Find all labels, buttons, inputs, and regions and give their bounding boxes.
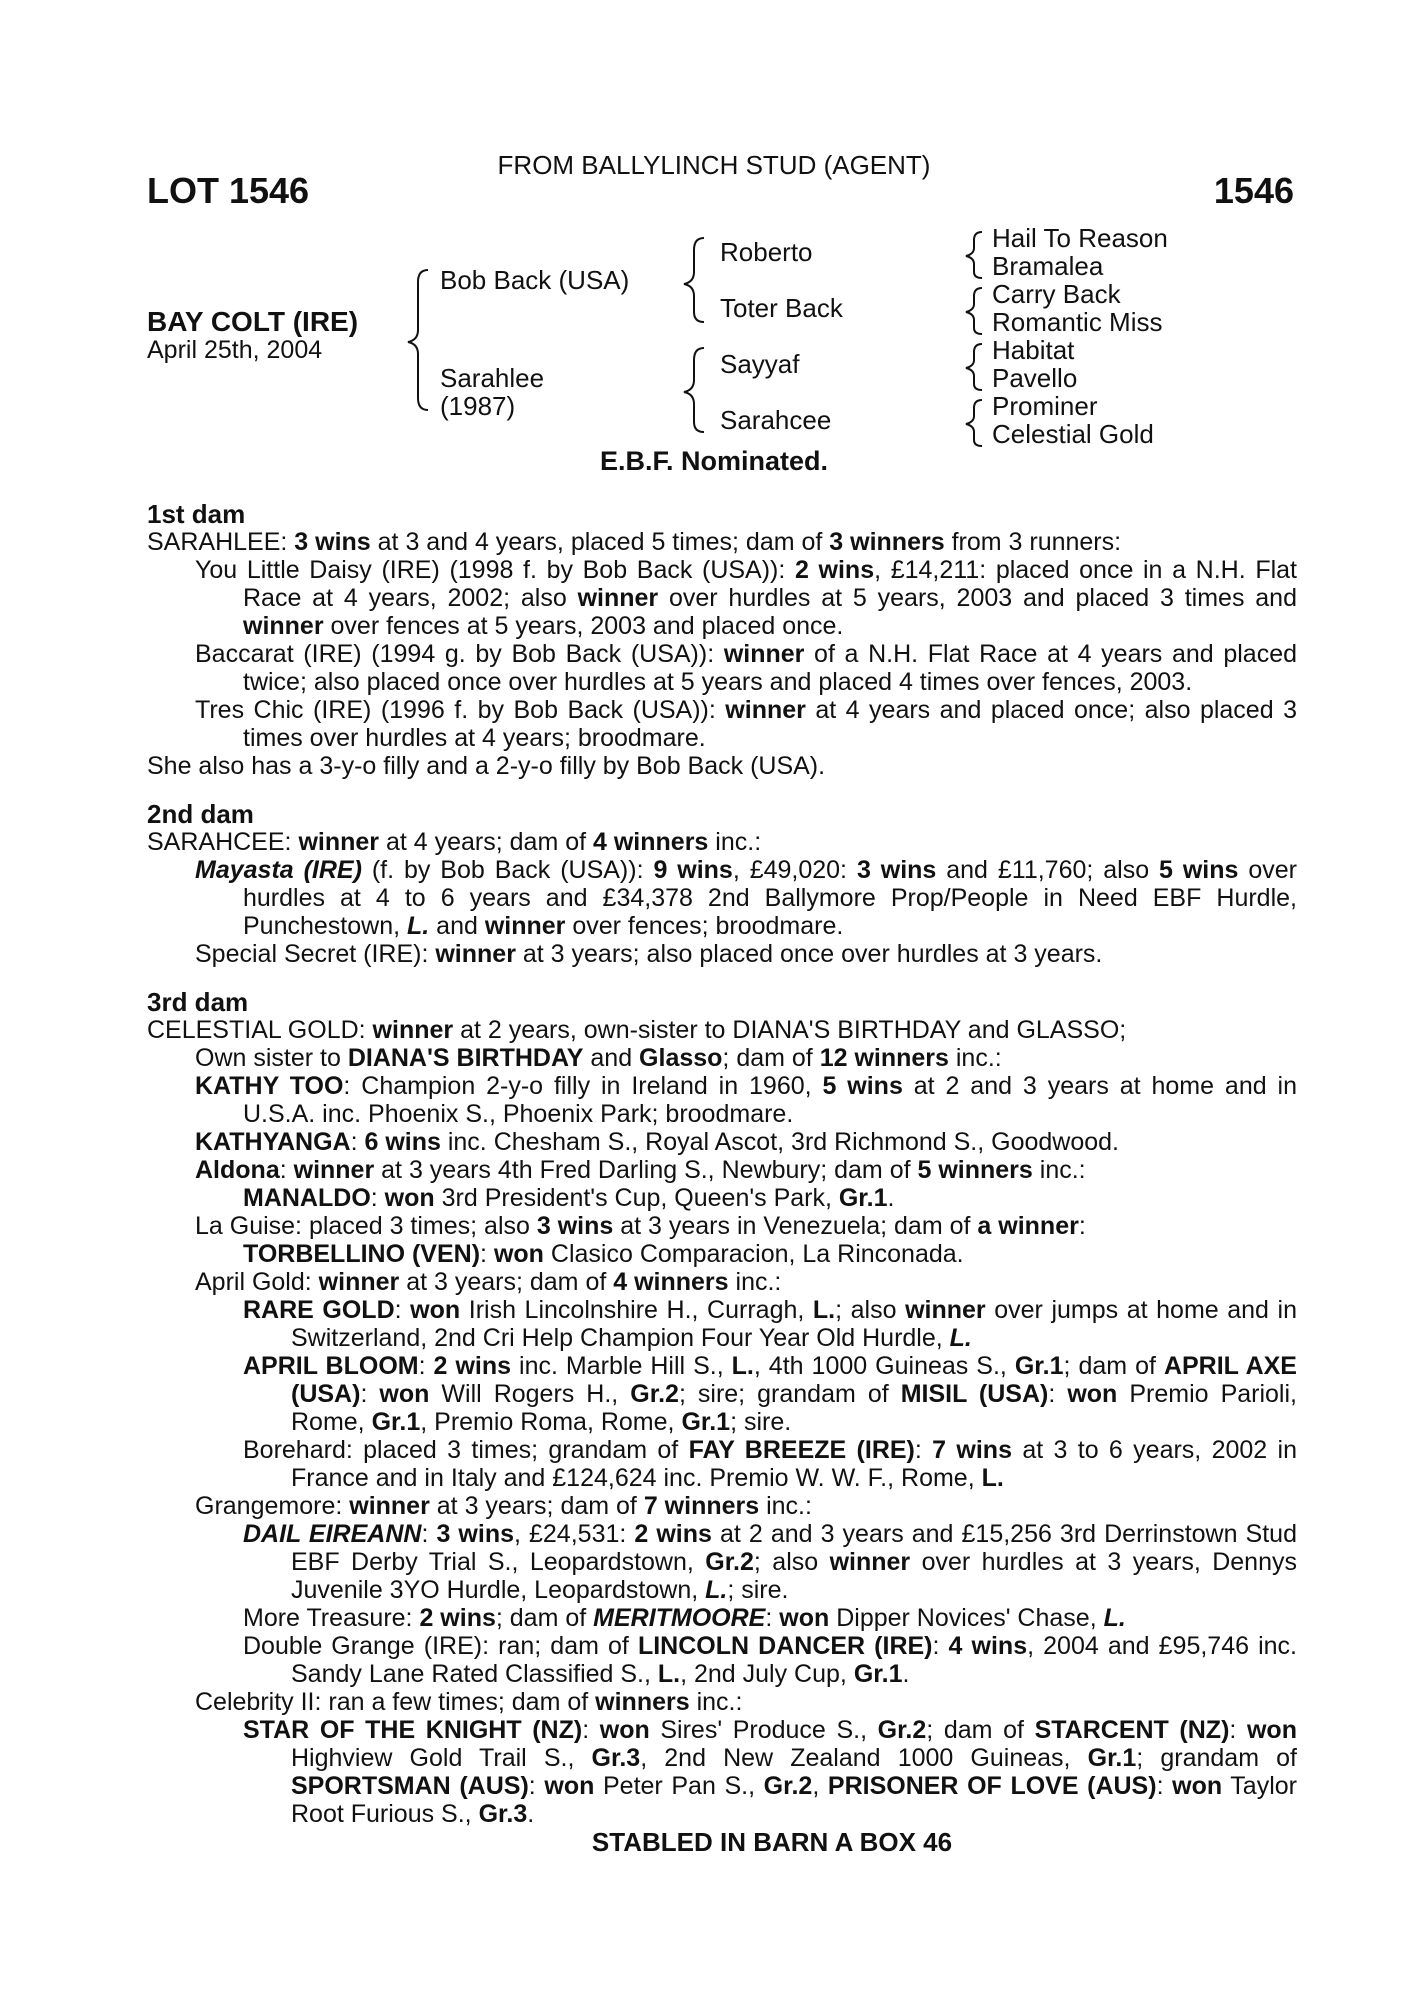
gen3-1: Hail To Reason xyxy=(992,223,1168,253)
produce-entry: Double Grange (IRE): ran; dam of LINCOLN DANCER (IRE): 4 wins, 2004 and £95,746 inc. Sandy Lane Rated Classified S., L., 2nd July Cup, Gr.1. xyxy=(243,1632,1297,1688)
lot-number-right: 1546 xyxy=(1213,170,1294,211)
third-dam-summary: CELESTIAL GOLD: winner at 2 years, own-sister to DIANA'S BIRTHDAY and GLASSO; xyxy=(147,1016,1127,1044)
gen3-6: Pavello xyxy=(992,363,1078,393)
produce-entry: APRIL BLOOM: 2 wins inc. Marble Hill S., L., 4th 1000 Guineas S., Gr.1; dam of APRIL AXE (USA): won Will Rogers H., Gr.2; sire; grandam of MISIL (USA): won Premio Parioli, Rome, Gr.1, Premio Roma, Rome, Gr.1; sire. xyxy=(243,1352,1297,1436)
produce-entry: More Treasure: 2 wins; dam of MERITMOORE: won Dipper Novices' Chase, L. xyxy=(243,1604,1126,1632)
produce-entry: Mayasta (IRE) (f. by Bob Back (USA)): 9 wins, £49,020: 3 wins and £11,760; also 5 wins over hurdles at 4 to 6 years and £34,378 2nd Ballymore Prop/People in Need EBF Hurdle, Punchestown, L. and winner over fences; broodmare. xyxy=(195,856,1297,940)
gen3-2: Bramalea xyxy=(992,251,1104,281)
gen3-4: Romantic Miss xyxy=(992,307,1163,337)
dam-sire: Sayyaf xyxy=(720,349,800,379)
produce-entry: KATHYANGA: 6 wins inc. Chesham S., Royal Ascot, 3rd Richmond S., Goodwood. xyxy=(195,1128,1120,1156)
produce-entry: Aldona: winner at 3 years 4th Fred Darling S., Newbury; dam of 5 winners inc.: xyxy=(195,1156,1086,1184)
produce-entry: DAIL EIREANN: 3 wins, £24,531: 2 wins at 2 and 3 years and £15,256 3rd Derrinstown Stud EBF Derby Trial S., Leopardstown, Gr.2; also winner over hurdles at 3 years, Dennys Juvenile 3YO Hurdle, Leopardstown, L.; sire. xyxy=(243,1520,1297,1604)
second-dam-summary: SARAHCEE: winner at 4 years; dam of 4 winners inc.: xyxy=(147,828,762,856)
lot-number-left: LOT 1546 xyxy=(147,170,310,211)
consignor: FROM BALLYLINCH STUD (AGENT) xyxy=(497,150,931,180)
produce-note: She also has a 3-y-o filly and a 2-y-o filly by Bob Back (USA). xyxy=(147,752,826,780)
sire-sire: Roberto xyxy=(720,237,813,267)
produce-entry: TORBELLINO (VEN): won Clasico Comparacion, La Rinconada. xyxy=(243,1240,964,1268)
gen3-3: Carry Back xyxy=(992,279,1121,309)
produce-entry: April Gold: winner at 3 years; dam of 4 winners inc.: xyxy=(195,1268,782,1296)
section-3rd-dam: 3rd dam xyxy=(147,987,249,1017)
gen3-5: Habitat xyxy=(992,335,1075,365)
dam: Sarahlee xyxy=(440,363,545,393)
produce-entry: Grangemore: winner at 3 years; dam of 7 winners inc.: xyxy=(195,1492,812,1520)
first-dam-summary: SARAHLEE: 3 wins at 3 and 4 years, placed 5 times; dam of 3 winners from 3 runners: xyxy=(147,528,1122,556)
section-1st-dam: 1st dam xyxy=(147,499,246,529)
produce-entry: KATHY TOO: Champion 2-y-o filly in Ireland in 1960, 5 wins at 2 and 3 years at home and in U.S.A. inc. Phoenix S., Phoenix Park; broodmare. xyxy=(195,1072,1297,1128)
dam-dam: Sarahcee xyxy=(720,405,832,435)
produce-entry: Tres Chic (IRE) (1996 f. by Bob Back (USA)): winner at 4 years and placed once; also placed 3 times over hurdles at 4 years; broodmare. xyxy=(195,696,1297,752)
produce-entry: Borehard: placed 3 times; grandam of FAY BREEZE (IRE): 7 wins at 3 to 6 years, 2002 in France and in Italy and £124,624 inc. Premio W. W. F., Rome, L. xyxy=(243,1436,1298,1492)
gen3-7: Prominer xyxy=(992,391,1098,421)
horse-dob: April 25th, 2004 xyxy=(147,336,323,364)
section-2nd-dam: 2nd dam xyxy=(147,799,254,829)
produce-entry: MANALDO: won 3rd President's Cup, Queen's Park, Gr.1. xyxy=(243,1184,895,1212)
produce-entry: La Guise: placed 3 times; also 3 wins at 3 years in Venezuela; dam of a winner: xyxy=(195,1212,1086,1240)
stabling-info: STABLED IN BARN A BOX 46 xyxy=(591,1827,953,1857)
dam-year: (1987) xyxy=(440,391,516,421)
gen3-8: Celestial Gold xyxy=(992,419,1154,449)
produce-entry: RARE GOLD: won Irish Lincolnshire H., Curragh, L.; also winner over jumps at home and in Switzerland, 2nd Cri Help Champion Four Year Old Hurdle, L. xyxy=(243,1296,1297,1352)
produce-record xyxy=(147,500,1297,1856)
sire: Bob Back (USA) xyxy=(440,265,630,295)
produce-entry: STAR OF THE KNIGHT (NZ): won Sires' Produce S., Gr.2; dam of STARCENT (NZ): won Highview Gold Trail S., Gr.3, 2nd New Zealand 1000 Guineas, Gr.1; grandam of SPORTSMAN (AUS): won Peter Pan S., Gr.2, PRISONER OF LOVE (AUS): won Taylor Root Furious S., Gr.3. xyxy=(243,1716,1297,1828)
produce-entry: Special Secret (IRE): winner at 3 years; also placed once over hurdles at 3 years. xyxy=(195,940,1103,968)
sire-dam: Toter Back xyxy=(720,293,843,323)
ebf-nominated: E.B.F. Nominated. xyxy=(599,446,829,476)
produce-entry: Celebrity II: ran a few times; dam of winners inc.: xyxy=(195,1688,743,1716)
produce-entry: You Little Daisy (IRE) (1998 f. by Bob Back (USA)): 2 wins, £14,211: placed once in a N.H. Flat Race at 4 years, 2002; also winner over hurdles at 5 years, 2003 and placed 3 times and winner over fences at 5 years, 2003 and placed once. xyxy=(195,556,1297,640)
produce-entry: Baccarat (IRE) (1994 g. by Bob Back (USA)): winner of a N.H. Flat Race at 4 years and placed twice; also placed once over hurdles at 5 years and placed 4 times over fences, 2003. xyxy=(195,640,1297,696)
pedigree-braces xyxy=(0,0,1428,460)
produce-entry: Own sister to DIANA'S BIRTHDAY and Glasso; dam of 12 winners inc.: xyxy=(195,1044,1002,1072)
horse-name: BAY COLT (IRE) xyxy=(147,306,359,337)
